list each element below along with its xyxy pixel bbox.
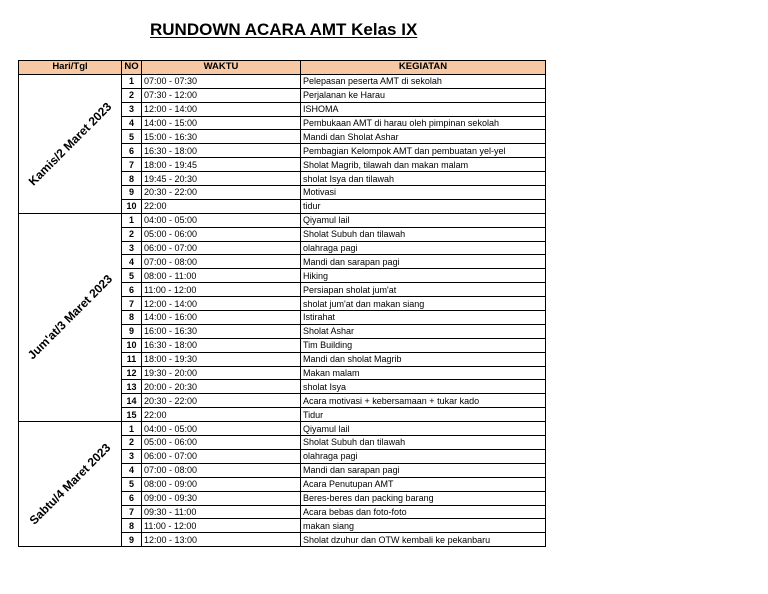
waktu-cell: 07:30 - 12:00 [142, 88, 301, 102]
waktu-cell: 11:00 - 12:00 [142, 283, 301, 297]
kegiatan-cell: Perjalanan ke Harau [301, 88, 546, 102]
no-cell: 4 [122, 463, 142, 477]
kegiatan-cell: olahraga pagi [301, 449, 546, 463]
kegiatan-cell: Sholat Subuh dan tilawah [301, 436, 546, 450]
kegiatan-cell: sholat Isya dan tilawah [301, 172, 546, 186]
no-cell: 7 [122, 297, 142, 311]
no-cell: 13 [122, 380, 142, 394]
waktu-cell: 04:00 - 05:00 [142, 213, 301, 227]
waktu-cell: 12:00 - 14:00 [142, 297, 301, 311]
day-label: Sabtu/4 Maret 2023 [26, 440, 114, 528]
header-no: NO [122, 61, 142, 75]
rundown-table [18, 60, 546, 547]
waktu-cell: 07:00 - 07:30 [142, 74, 301, 88]
rundown-body [19, 74, 546, 546]
no-cell: 12 [122, 366, 142, 380]
waktu-cell: 16:30 - 18:00 [142, 144, 301, 158]
day-cell [19, 213, 122, 421]
no-cell: 9 [122, 533, 142, 547]
kegiatan-cell: ISHOMA [301, 102, 546, 116]
waktu-cell: 14:00 - 16:00 [142, 311, 301, 325]
kegiatan-cell: Makan malam [301, 366, 546, 380]
no-cell: 10 [122, 338, 142, 352]
waktu-cell: 19:30 - 20:00 [142, 366, 301, 380]
kegiatan-cell: Persiapan sholat jum'at [301, 283, 546, 297]
kegiatan-cell: Motivasi [301, 186, 546, 200]
day-cell [19, 74, 122, 213]
kegiatan-cell: Mandi dan sholat Magrib [301, 352, 546, 366]
kegiatan-cell: Qiyamul lail [301, 213, 546, 227]
kegiatan-cell: Tidur [301, 408, 546, 422]
no-cell: 7 [122, 158, 142, 172]
no-cell: 2 [122, 88, 142, 102]
kegiatan-cell: Mandi dan Sholat Ashar [301, 130, 546, 144]
waktu-cell: 05:00 - 06:00 [142, 436, 301, 450]
kegiatan-cell: Qiyamul lail [301, 422, 546, 436]
kegiatan-cell: Pelepasan peserta AMT di sekolah [301, 74, 546, 88]
waktu-cell: 22:00 [142, 408, 301, 422]
waktu-cell: 06:00 - 07:00 [142, 449, 301, 463]
waktu-cell: 20:00 - 20:30 [142, 380, 301, 394]
waktu-cell: 08:00 - 11:00 [142, 269, 301, 283]
no-cell: 1 [122, 74, 142, 88]
no-cell: 3 [122, 449, 142, 463]
no-cell: 9 [122, 324, 142, 338]
no-cell: 6 [122, 283, 142, 297]
waktu-cell: 09:00 - 09:30 [142, 491, 301, 505]
kegiatan-cell: Sholat Subuh dan tilawah [301, 227, 546, 241]
kegiatan-cell: sholat Isya [301, 380, 546, 394]
kegiatan-cell: olahraga pagi [301, 241, 546, 255]
no-cell: 3 [122, 241, 142, 255]
kegiatan-cell: Mandi dan sarapan pagi [301, 463, 546, 477]
waktu-cell: 11:00 - 12:00 [142, 519, 301, 533]
waktu-cell: 22:00 [142, 199, 301, 213]
waktu-cell: 20:30 - 22:00 [142, 394, 301, 408]
waktu-cell: 15:00 - 16:30 [142, 130, 301, 144]
header-row [19, 61, 546, 75]
no-cell: 8 [122, 172, 142, 186]
no-cell: 2 [122, 436, 142, 450]
waktu-cell: 16:30 - 18:00 [142, 338, 301, 352]
no-cell: 4 [122, 255, 142, 269]
header-waktu: WAKTU [142, 61, 301, 75]
waktu-cell: 18:00 - 19:30 [142, 352, 301, 366]
waktu-cell: 18:00 - 19:45 [142, 158, 301, 172]
kegiatan-cell: Sholat Magrib, tilawah dan makan malam [301, 158, 546, 172]
kegiatan-cell: Istirahat [301, 311, 546, 325]
waktu-cell: 14:00 - 15:00 [142, 116, 301, 130]
kegiatan-cell: Acara bebas dan foto-foto [301, 505, 546, 519]
kegiatan-cell: Pembagian Kelompok AMT dan pembuatan yel-yel [301, 144, 546, 158]
waktu-cell: 04:00 - 05:00 [142, 422, 301, 436]
kegiatan-cell: Sholat Ashar [301, 324, 546, 338]
waktu-cell: 19:45 - 20:30 [142, 172, 301, 186]
no-cell: 8 [122, 311, 142, 325]
day-label: Jum'at/3 Maret 2023 [24, 272, 116, 363]
no-cell: 5 [122, 269, 142, 283]
no-cell: 8 [122, 519, 142, 533]
table-row [19, 422, 546, 436]
kegiatan-cell: sholat jum'at dan makan siang [301, 297, 546, 311]
waktu-cell: 09:30 - 11:00 [142, 505, 301, 519]
waktu-cell: 20:30 - 22:00 [142, 186, 301, 200]
waktu-cell: 08:00 - 09:00 [142, 477, 301, 491]
table-row [19, 74, 546, 88]
no-cell: 7 [122, 505, 142, 519]
no-cell: 6 [122, 491, 142, 505]
no-cell: 11 [122, 352, 142, 366]
no-cell: 1 [122, 213, 142, 227]
no-cell: 14 [122, 394, 142, 408]
kegiatan-cell: Hiking [301, 269, 546, 283]
kegiatan-cell: Sholat dzuhur dan OTW kembali ke pekanbaru [301, 533, 546, 547]
waktu-cell: 06:00 - 07:00 [142, 241, 301, 255]
waktu-cell: 16:00 - 16:30 [142, 324, 301, 338]
no-cell: 10 [122, 199, 142, 213]
kegiatan-cell: Tim Building [301, 338, 546, 352]
no-cell: 1 [122, 422, 142, 436]
kegiatan-cell: Acara Penutupan AMT [301, 477, 546, 491]
waktu-cell: 05:00 - 06:00 [142, 227, 301, 241]
kegiatan-cell: makan siang [301, 519, 546, 533]
no-cell: 3 [122, 102, 142, 116]
page-title: RUNDOWN ACARA AMT Kelas IX [150, 20, 418, 39]
no-cell: 15 [122, 408, 142, 422]
header-day: Hari/Tgl [19, 61, 122, 75]
no-cell: 5 [122, 477, 142, 491]
no-cell: 2 [122, 227, 142, 241]
header-kegiatan: KEGIATAN [301, 61, 546, 75]
day-cell [19, 422, 122, 547]
waktu-cell: 12:00 - 13:00 [142, 533, 301, 547]
waktu-cell: 07:00 - 08:00 [142, 463, 301, 477]
no-cell: 4 [122, 116, 142, 130]
kegiatan-cell: Acara motivasi + kebersamaan + tukar kado [301, 394, 546, 408]
no-cell: 9 [122, 186, 142, 200]
table-row [19, 213, 546, 227]
waktu-cell: 07:00 - 08:00 [142, 255, 301, 269]
kegiatan-cell: Pembukaan AMT di harau oleh pimpinan sekolah [301, 116, 546, 130]
no-cell: 6 [122, 144, 142, 158]
day-label: Kamis/2 Maret 2023 [25, 99, 115, 189]
kegiatan-cell: Beres-beres dan packing barang [301, 491, 546, 505]
waktu-cell: 12:00 - 14:00 [142, 102, 301, 116]
no-cell: 5 [122, 130, 142, 144]
kegiatan-cell: Mandi dan sarapan pagi [301, 255, 546, 269]
kegiatan-cell: tidur [301, 199, 546, 213]
